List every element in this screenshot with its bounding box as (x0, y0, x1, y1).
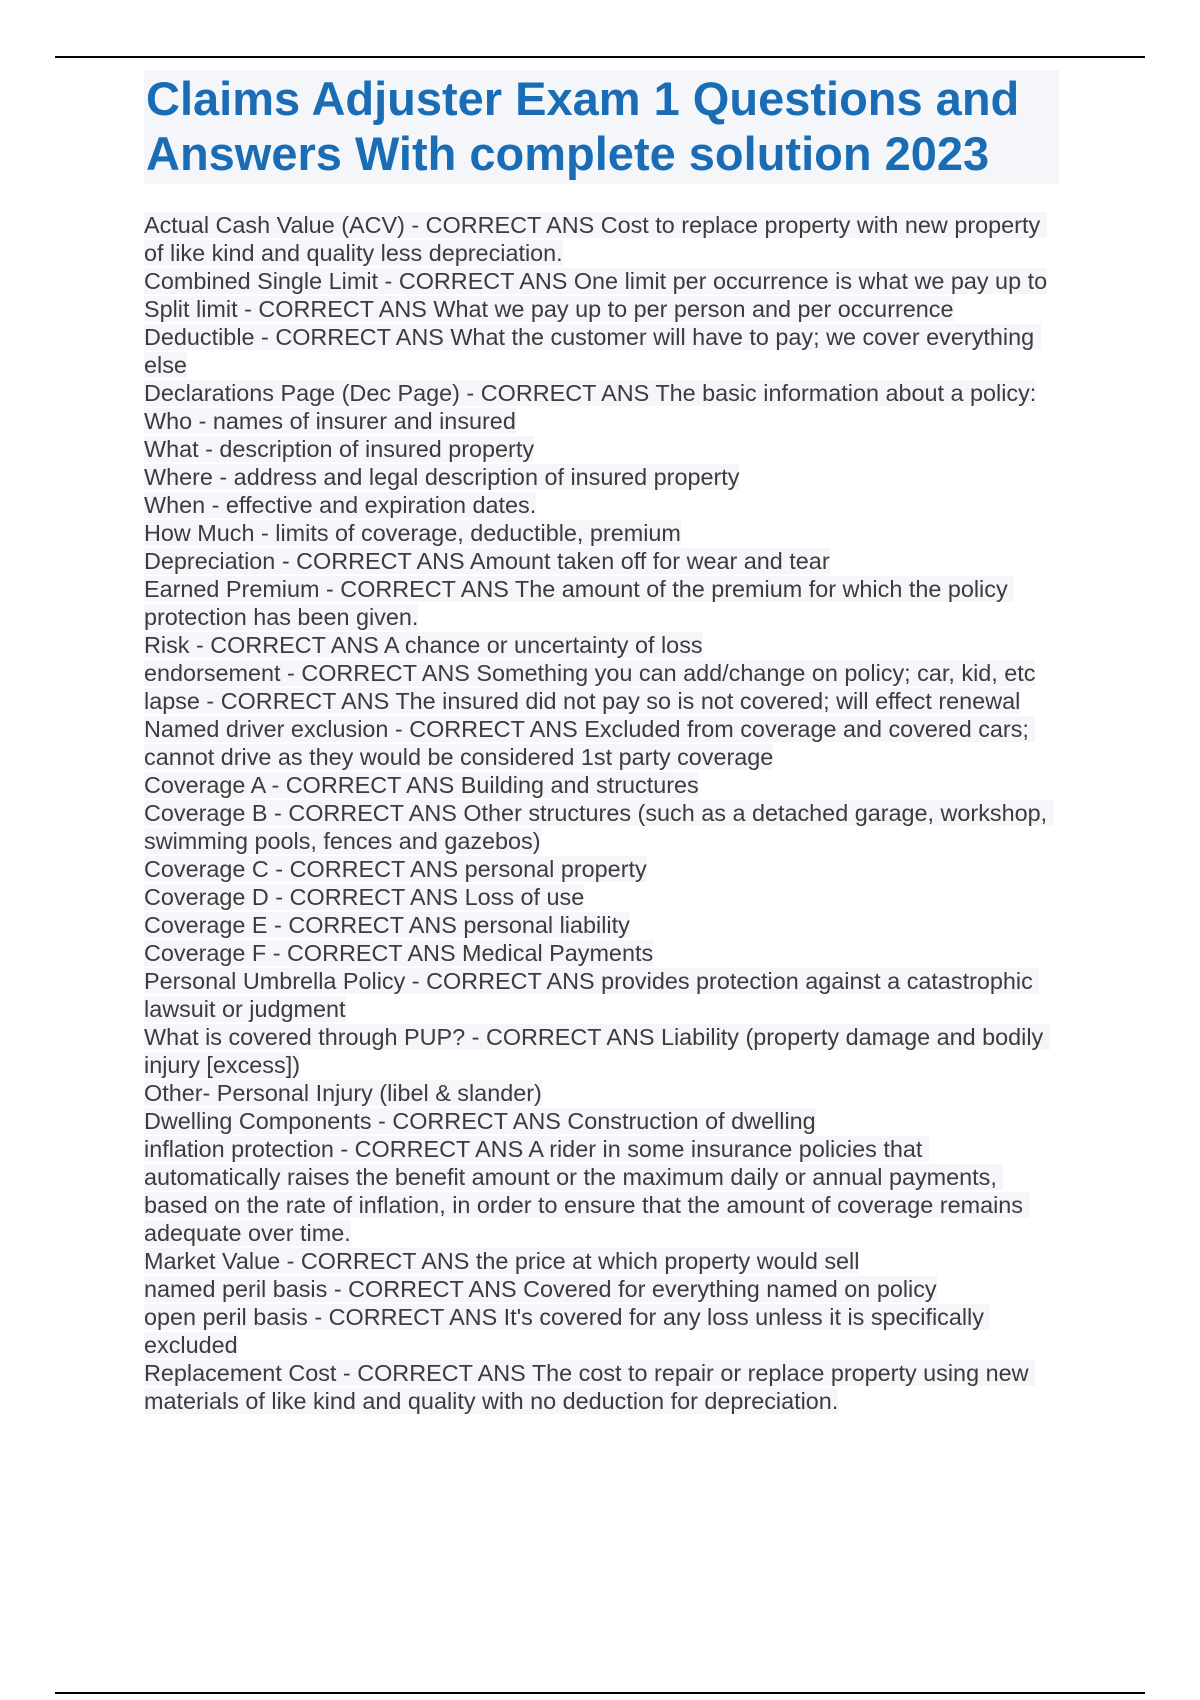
correct-ans-marker: CORRECT ANS (485, 1024, 655, 1050)
qa-line: Earned Premium - CORRECT ANS The amount of the premium for which the policy protection has been given. (144, 576, 1015, 630)
qa-line: Deductible - CORRECT ANS What the customer will have to pay; we cover everything else (144, 324, 1041, 378)
qa-answer: Something you can add/change on policy; car, kid, etc (476, 660, 1036, 686)
qa-entry (144, 1107, 1059, 1135)
correct-ans-marker: CORRECT ANS (348, 1276, 517, 1302)
qa-entry (144, 659, 1059, 687)
qa-entry (144, 855, 1059, 883)
qa-term: Depreciation (144, 548, 276, 574)
qa-line: Split limit - CORRECT ANS What we pay up to per person and per occurrence (144, 296, 954, 322)
qa-answer: Amount taken off for wear and tear (469, 548, 830, 574)
qa-line: inflation protection - CORRECT ANS A rider in some insurance policies that automatically raises the benefit amount or the maximum daily or annual payments, based on the rate of inflation, in order to ensure that the amount of coverage remains adequate over time. (144, 1136, 1030, 1246)
correct-ans-marker: CORRECT ANS (480, 380, 650, 406)
correct-ans-marker: CORRECT ANS (392, 1108, 561, 1134)
qa-term: endorsement (144, 660, 281, 686)
qa-term: Actual Cash Value (ACV) (144, 212, 405, 238)
qa-line: Risk - CORRECT ANS A chance or uncertainty of loss (144, 632, 703, 658)
qa-extra-text: Where - address and legal description of insured property (144, 464, 740, 490)
qa-term: Market Value (144, 1248, 281, 1274)
correct-ans-marker: CORRECT ANS (354, 1136, 524, 1162)
qa-entry (144, 911, 1059, 939)
qa-term: Personal Umbrella Policy (144, 968, 406, 994)
qa-extra-line (144, 407, 1059, 435)
qa-answer: the price at which property would sell (475, 1248, 860, 1274)
qa-answer: What we pay up to per person and per occurrence (433, 296, 954, 322)
qa-line: endorsement - CORRECT ANS Something you can add/change on policy; car, kid, etc (144, 660, 1036, 686)
qa-term: Risk (144, 632, 190, 658)
qa-term: Coverage C (144, 856, 269, 882)
qa-entry (144, 1359, 1059, 1415)
correct-ans-marker: CORRECT ANS (258, 296, 427, 322)
correct-ans-marker: CORRECT ANS (426, 968, 595, 994)
qa-entry (144, 211, 1059, 267)
top-rule (55, 56, 1145, 58)
qa-term: Deductible (144, 324, 255, 350)
qa-answer: Covered for everything named on policy (523, 1276, 937, 1302)
qa-entry (144, 295, 1059, 323)
qa-entry (144, 1275, 1059, 1303)
correct-ans-marker: CORRECT ANS (288, 800, 457, 826)
qa-answer: Cost to replace property with new property of like kind and quality less depreciation. (144, 212, 1047, 266)
correct-ans-marker: CORRECT ANS (288, 912, 457, 938)
correct-ans-marker: CORRECT ANS (210, 632, 379, 658)
qa-line: Coverage B - CORRECT ANS Other structures (such as a detached garage, workshop, swimming pools, fences and gazebos) (144, 800, 1054, 854)
qa-line: Actual Cash Value (ACV) - CORRECT ANS Cost to replace property with new property of like kind and quality less depreciation. (144, 212, 1047, 266)
qa-answer: The amount of the premium for which the policy protection has been given. (144, 576, 1015, 630)
qa-entry (144, 799, 1059, 855)
qa-entry (144, 631, 1059, 659)
qa-line: Combined Single Limit - CORRECT ANS One limit per occurrence is what we pay up to (144, 268, 1048, 294)
qa-line: Coverage F - CORRECT ANS Medical Payments (144, 940, 654, 966)
qa-answer: Excluded from coverage and covered cars; cannot drive as they would be considered 1st party coverage (144, 716, 1036, 770)
qa-entry (144, 939, 1059, 967)
qa-extra-text: When - effective and expiration dates. (144, 492, 537, 518)
correct-ans-marker: CORRECT ANS (398, 268, 568, 294)
qa-answer: Building and structures (460, 772, 699, 798)
qa-extra-text: What - description of insured property (144, 436, 535, 462)
qa-answer: Loss of use (464, 884, 585, 910)
qa-term: Coverage A (144, 772, 265, 798)
qa-entry (144, 771, 1059, 799)
qa-line: open peril basis - CORRECT ANS It's covered for any loss unless it is specifically excluded (144, 1304, 991, 1358)
qa-line: Dwelling Components - CORRECT ANS Construction of dwelling (144, 1108, 816, 1134)
qa-list (144, 211, 1059, 1415)
qa-extra-line (144, 519, 1059, 547)
qa-extra-line (144, 1079, 1059, 1107)
qa-term: Coverage F (144, 940, 267, 966)
qa-answer: One limit per occurrence is what we pay up to (573, 268, 1048, 294)
qa-line: Market Value - CORRECT ANS the price at which property would sell (144, 1248, 860, 1274)
qa-answer: Other structures (such as a detached garage, workshop, swimming pools, fences and gazebos) (144, 800, 1054, 854)
document-title: Claims Adjuster Exam 1 Questions and Answers With complete solution 2023 (144, 70, 1059, 184)
qa-extra-text: How Much - limits of coverage, deductible, premium (144, 520, 681, 546)
qa-line: Coverage D - CORRECT ANS Loss of use (144, 884, 585, 910)
qa-entry (144, 547, 1059, 575)
qa-entry (144, 379, 1059, 407)
qa-answer: A rider in some insurance policies that automatically raises the benefit amount or the maximum daily or annual payments, based on the rate of inflation, in order to ensure that the amount of coverage remains adequate over time. (144, 1136, 1030, 1246)
qa-line: Replacement Cost - CORRECT ANS The cost to repair or replace property using new materials of like kind and quality with no deduction for depreciation. (144, 1360, 1035, 1414)
qa-term: Earned Premium (144, 576, 320, 602)
correct-ans-marker: CORRECT ANS (220, 688, 390, 714)
qa-answer: personal liability (463, 912, 630, 938)
correct-ans-marker: CORRECT ANS (289, 884, 459, 910)
qa-extra-line (144, 491, 1059, 519)
correct-ans-marker: CORRECT ANS (287, 940, 456, 966)
qa-term: Split limit (144, 296, 238, 322)
qa-extra-line (144, 435, 1059, 463)
qa-answer: Medical Payments (462, 940, 654, 966)
qa-extra-text: Who - names of insurer and insured (144, 408, 516, 434)
qa-term: open peril basis (144, 1304, 308, 1330)
correct-ans-marker: CORRECT ANS (285, 772, 455, 798)
correct-ans-marker: CORRECT ANS (300, 1248, 470, 1274)
qa-entry (144, 323, 1059, 379)
qa-extra-line (144, 463, 1059, 491)
qa-line: Depreciation - CORRECT ANS Amount taken off for wear and tear (144, 548, 830, 574)
qa-entry (144, 1135, 1059, 1247)
qa-answer: A chance or uncertainty of loss (384, 632, 703, 658)
qa-answer: The cost to repair or replace property using new materials of like kind and quality with no deduction for depreciation. (144, 1360, 1035, 1414)
qa-term: Coverage E (144, 912, 268, 938)
qa-term: Coverage D (144, 884, 269, 910)
qa-entry (144, 687, 1059, 715)
qa-line: named peril basis - CORRECT ANS Covered for everything named on policy (144, 1276, 937, 1302)
qa-answer: personal property (464, 856, 647, 882)
qa-entry (144, 267, 1059, 295)
qa-answer: The insured did not pay so is not covered; will effect renewal (395, 688, 1021, 714)
qa-extra-text: Other- Personal Injury (libel & slander) (144, 1080, 542, 1106)
qa-term: Combined Single Limit (144, 268, 379, 294)
correct-ans-marker: CORRECT ANS (301, 660, 470, 686)
qa-entry (144, 1303, 1059, 1359)
qa-term: Coverage B (144, 800, 268, 826)
qa-entry (144, 575, 1059, 631)
qa-term: lapse (144, 688, 200, 714)
qa-line: What is covered through PUP? - CORRECT ANS Liability (property damage and bodily injury [excess]) (144, 1024, 1050, 1078)
qa-line: Named driver exclusion - CORRECT ANS Excluded from coverage and covered cars; cannot drive as they would be considered 1st party coverage (144, 716, 1036, 770)
correct-ans-marker: CORRECT ANS (328, 1304, 498, 1330)
qa-entry (144, 1247, 1059, 1275)
document-page (144, 70, 1059, 1415)
correct-ans-marker: CORRECT ANS (296, 548, 465, 574)
qa-term: named peril basis (144, 1276, 328, 1302)
qa-entry (144, 883, 1059, 911)
qa-term: Named driver exclusion (144, 716, 389, 742)
qa-line: Coverage A - CORRECT ANS Building and structures (144, 772, 699, 798)
qa-line: Declarations Page (Dec Page) - CORRECT ANS The basic information about a policy: (144, 380, 1037, 406)
qa-answer: Liability (property damage and bodily injury [excess]) (144, 1024, 1050, 1078)
correct-ans-marker: CORRECT ANS (357, 1360, 526, 1386)
correct-ans-marker: CORRECT ANS (275, 324, 444, 350)
qa-entry (144, 715, 1059, 771)
qa-entry (144, 1023, 1059, 1079)
qa-line: Coverage C - CORRECT ANS personal property (144, 856, 647, 882)
qa-answer: Construction of dwelling (567, 1108, 816, 1134)
qa-term: Dwelling Components (144, 1108, 372, 1134)
qa-term: What is covered through PUP? (144, 1024, 466, 1050)
correct-ans-marker: CORRECT ANS (409, 716, 578, 742)
correct-ans-marker: CORRECT ANS (340, 576, 509, 602)
qa-answer: The basic information about a policy: (655, 380, 1037, 406)
qa-answer: It's covered for any loss unless it is specifically excluded (144, 1304, 991, 1358)
correct-ans-marker: CORRECT ANS (289, 856, 459, 882)
qa-answer: What the customer will have to pay; we cover everything else (144, 324, 1041, 378)
qa-line: Coverage E - CORRECT ANS personal liability (144, 912, 630, 938)
qa-line: lapse - CORRECT ANS The insured did not pay so is not covered; will effect renewal (144, 688, 1021, 714)
qa-entry (144, 967, 1059, 1023)
qa-line: Personal Umbrella Policy - CORRECT ANS provides protection against a catastrophic lawsuit or judgment (144, 968, 1040, 1022)
qa-answer: provides protection against a catastrophic lawsuit or judgment (144, 968, 1040, 1022)
bottom-rule (55, 1692, 1145, 1694)
correct-ans-marker: CORRECT ANS (425, 212, 595, 238)
qa-term: inflation protection (144, 1136, 334, 1162)
qa-term: Declarations Page (Dec Page) (144, 380, 460, 406)
qa-term: Replacement Cost (144, 1360, 337, 1386)
